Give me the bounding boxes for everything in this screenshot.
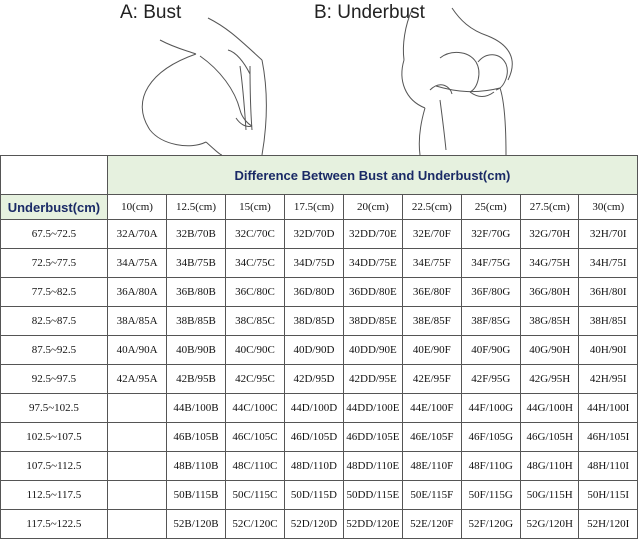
underbust-range-cell: 117.5~122.5 [1,510,108,539]
column-header: 15(cm) [225,195,284,220]
size-cell: 46H/105I [579,423,638,452]
size-cell: 48D/110D [285,452,343,481]
size-cell: 50D/115D [285,481,343,510]
size-cell: 44D/100D [285,394,343,423]
size-cell: 32F/70G [461,220,520,249]
size-cell: 44H/100I [579,394,638,423]
size-cell: 52F/120G [461,510,520,539]
underbust-range-cell: 87.5~92.5 [1,336,108,365]
size-cell: 46B/105B [167,423,225,452]
size-cell: 46F/105G [461,423,520,452]
size-cell: 52DD/120E [343,510,402,539]
size-cell: 50F/115G [461,481,520,510]
size-cell: 52D/120D [285,510,343,539]
underbust-range-cell: 77.5~82.5 [1,278,108,307]
size-cell: 48H/110I [579,452,638,481]
underbust-range-cell: 72.5~77.5 [1,249,108,278]
size-cell: 32DD/70E [343,220,402,249]
size-cell: 38C/85C [225,307,284,336]
underbust-range-cell: 107.5~112.5 [1,452,108,481]
column-header: 12.5(cm) [167,195,225,220]
size-cell: 32D/70D [285,220,343,249]
size-cell: 44B/100B [167,394,225,423]
bust-label: A: Bust [120,2,182,23]
column-header: 20(cm) [343,195,402,220]
size-cell: 40G/90H [521,336,579,365]
size-cell: 34B/75B [167,249,225,278]
table-row [1,278,638,307]
size-cell: 38F/85G [461,307,520,336]
size-cell: 36D/80D [285,278,343,307]
underbust-range-cell: 97.5~102.5 [1,394,108,423]
size-cell: 36E/80F [403,278,461,307]
size-cell [107,423,166,452]
size-cell: 38E/85F [403,307,461,336]
size-cell [107,481,166,510]
size-cell: 48B/110B [167,452,225,481]
table-row [1,452,638,481]
size-cell: 38B/85B [167,307,225,336]
size-cell: 36C/80C [225,278,284,307]
table-row [1,307,638,336]
size-cell: 40DD/90E [343,336,402,365]
size-cell: 50G/115H [521,481,579,510]
size-cell [107,394,166,423]
column-header: 30(cm) [579,195,638,220]
size-cell: 32A/70A [107,220,166,249]
table-row [1,336,638,365]
size-cell: 36A/80A [107,278,166,307]
size-cell: 38G/85H [521,307,579,336]
underbust-range-cell: 92.5~97.5 [1,365,108,394]
size-cell: 38D/85D [285,307,343,336]
size-cell: 32C/70C [225,220,284,249]
underbust-range-cell: 112.5~117.5 [1,481,108,510]
size-cell: 42F/95G [461,365,520,394]
size-cell: 52B/120B [167,510,225,539]
size-cell: 34G/75H [521,249,579,278]
size-cell: 40C/90C [225,336,284,365]
size-cell: 38H/85I [579,307,638,336]
column-header: 22.5(cm) [403,195,461,220]
size-cell: 36F/80G [461,278,520,307]
size-cell: 52G/120H [521,510,579,539]
size-cell: 42E/95F [403,365,461,394]
size-cell: 42DD/95E [343,365,402,394]
size-cell: 52H/120I [579,510,638,539]
size-cell: 34C/75C [225,249,284,278]
size-cell: 34A/75A [107,249,166,278]
size-cell: 50DD/115E [343,481,402,510]
size-cell: 40A/90A [107,336,166,365]
size-cell: 36B/80B [167,278,225,307]
size-cell: 40H/90I [579,336,638,365]
size-cell: 34F/75G [461,249,520,278]
table-row [1,365,638,394]
size-cell: 34H/75I [579,249,638,278]
column-header: 25(cm) [461,195,520,220]
underbust-range-cell: 102.5~107.5 [1,423,108,452]
size-cell: 46D/105D [285,423,343,452]
size-cell: 42A/95A [107,365,166,394]
column-header: 17.5(cm) [285,195,343,220]
underbust-range-cell: 82.5~87.5 [1,307,108,336]
size-cell: 44C/100C [225,394,284,423]
size-cell: 42D/95D [285,365,343,394]
difference-title: Difference Between Bust and Underbust(cm) [107,156,637,195]
table-row [1,394,638,423]
table-row [1,510,638,539]
column-header: 27.5(cm) [521,195,579,220]
size-cell: 50H/115I [579,481,638,510]
size-cell: 44DD/100E [343,394,402,423]
size-cell: 48C/110C [225,452,284,481]
size-cell: 40D/90D [285,336,343,365]
size-cell: 50E/115F [403,481,461,510]
bust-measure-illustration [0,0,640,155]
size-cell: 38A/85A [107,307,166,336]
size-cell: 40B/90B [167,336,225,365]
size-cell: 42G/95H [521,365,579,394]
size-cell: 36H/80I [579,278,638,307]
size-cell: 34DD/75E [343,249,402,278]
size-cell: 42C/95C [225,365,284,394]
size-cell: 52E/120F [403,510,461,539]
size-cell: 42B/95B [167,365,225,394]
size-cell: 40E/90F [403,336,461,365]
size-cell: 34E/75F [403,249,461,278]
measurement-illustrations [0,0,640,155]
size-cell: 40F/90G [461,336,520,365]
size-cell: 48DD/110E [343,452,402,481]
column-header: 10(cm) [107,195,166,220]
size-cell: 36G/80H [521,278,579,307]
size-cell: 32E/70F [403,220,461,249]
table-row [1,249,638,278]
size-cell: 48G/110H [521,452,579,481]
size-cell: 52C/120C [225,510,284,539]
column-header-row [1,195,638,220]
size-cell: 44F/100G [461,394,520,423]
size-cell: 32B/70B [167,220,225,249]
underbust-label: B: Underbust [314,2,425,23]
size-cell: 48E/110F [403,452,461,481]
size-cell: 46C/105C [225,423,284,452]
size-cell: 32G/70H [521,220,579,249]
size-cell: 42H/95I [579,365,638,394]
size-cell [107,452,166,481]
size-cell: 34D/75D [285,249,343,278]
bra-size-chart [0,155,638,539]
table-title-row [1,156,638,195]
corner-cell [1,156,108,195]
table-row [1,220,638,249]
size-cell: 50C/115C [225,481,284,510]
underbust-range-cell: 67.5~72.5 [1,220,108,249]
size-cell: 36DD/80E [343,278,402,307]
size-cell: 48F/110G [461,452,520,481]
size-cell [107,510,166,539]
size-cell: 38DD/85E [343,307,402,336]
size-cell: 32H/70I [579,220,638,249]
size-cell: 46E/105F [403,423,461,452]
size-cell: 44E/100F [403,394,461,423]
table-row [1,423,638,452]
size-cell: 44G/100H [521,394,579,423]
underbust-header: Underbust(cm) [1,195,108,220]
table-row [1,481,638,510]
size-cell: 46DD/105E [343,423,402,452]
size-cell: 50B/115B [167,481,225,510]
size-cell: 46G/105H [521,423,579,452]
